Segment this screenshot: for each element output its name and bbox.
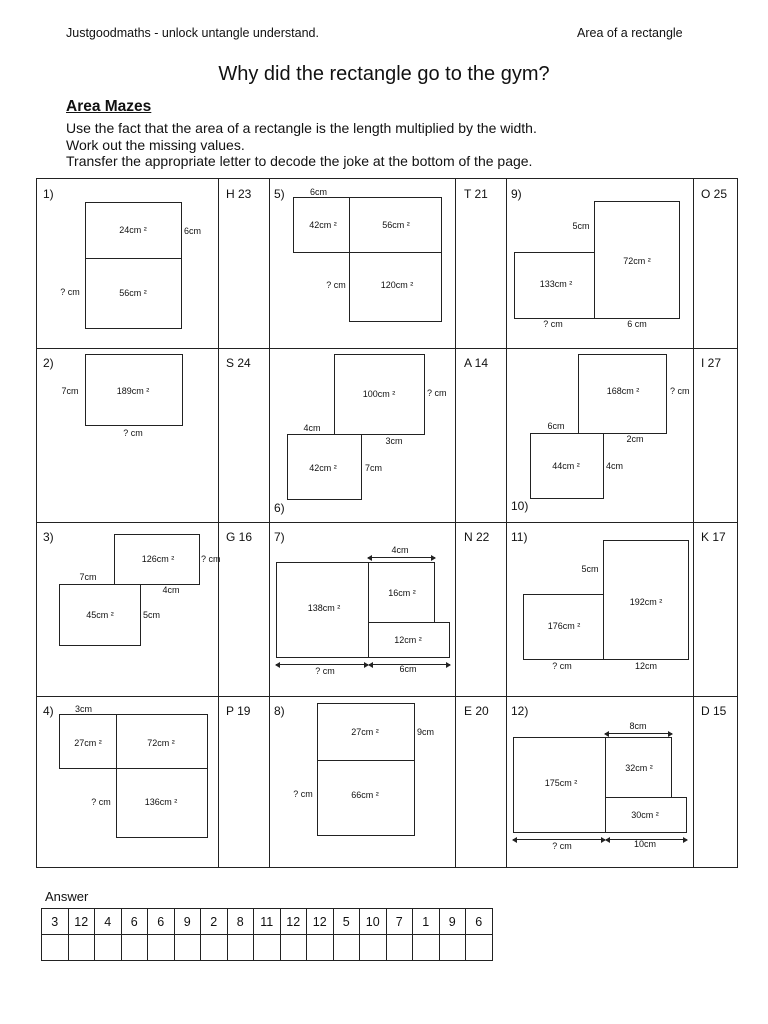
code-letter: A 14 [464,356,489,370]
maze-number: 3) [43,530,54,544]
side-label: 9cm [417,727,435,737]
answer-letter-box[interactable] [386,935,413,961]
side-label: 6 cm [627,319,647,329]
maze-number: 1) [43,187,54,201]
area-label: 12cm ² [394,635,422,645]
area-label: 72cm ² [147,738,175,748]
unknown-label: ? cm [201,554,221,564]
area-label: 136cm ² [144,797,178,807]
side-label: 6cm [399,664,417,674]
side-label: 4cm [303,423,321,433]
side-label: 6cm [310,187,328,197]
header-site: Justgoodmaths - unlock untangle understand. [66,26,319,40]
maze-1 [37,179,218,348]
maze-2 [37,348,218,522]
answer-letter-box[interactable] [466,935,493,961]
instruction-line: Work out the missing values. [66,136,245,153]
code-letter: I 27 [701,356,722,370]
side-label: 8cm [629,721,647,731]
area-label: 120cm ² [380,280,414,290]
answer-number: 9 [439,909,466,935]
answer-letter-box[interactable] [148,935,175,961]
unknown-label: ? cm [552,841,572,851]
answer-letter-box[interactable] [254,935,281,961]
area-label: 189cm ² [116,386,150,396]
maze-4 [37,696,218,869]
unknown-label: ? cm [543,319,563,329]
answer-number: 12 [280,909,307,935]
dimension-arrow [605,733,672,734]
answer-number: 6 [148,909,175,935]
maze-7 [269,522,455,696]
code-letter: D 15 [701,704,727,718]
side-label: 2cm [626,434,644,444]
area-label: 192cm ² [629,597,663,607]
answer-letter-box[interactable] [42,935,69,961]
code-letter: T 21 [464,187,488,201]
page-title: Why did the rectangle go to the gym? [218,63,550,85]
area-label: 24cm ² [119,225,147,235]
side-label: 4cm [391,545,409,555]
answer-letter-box[interactable] [439,935,466,961]
area-label: 16cm ² [388,588,416,598]
maze-10 [506,348,693,522]
side-label: 7cm [61,386,79,396]
code-letter: P 19 [226,704,251,718]
answer-number: 6 [121,909,148,935]
answer-number: 5 [333,909,360,935]
maze-11 [506,522,693,696]
answer-number: 11 [254,909,281,935]
maze-number: 6) [274,501,285,515]
maze-12 [506,696,693,869]
side-label: 7cm [365,463,383,473]
maze-number: 10) [511,499,529,513]
side-label: 5cm [572,221,590,231]
maze-6 [269,348,455,522]
unknown-label: ? cm [315,666,335,676]
area-label: 56cm ² [382,220,410,230]
answer-letter-box[interactable] [333,935,360,961]
dimension-arrow [276,664,368,665]
answer-number: 7 [386,909,413,935]
area-label: 66cm ² [351,790,379,800]
maze-number: 11) [511,530,528,544]
unknown-label: ? cm [326,280,346,290]
unknown-label: ? cm [293,789,313,799]
answer-number-row [42,909,493,935]
maze-number: 2) [43,356,54,370]
maze-5 [269,179,455,348]
area-label: 44cm ² [552,461,580,471]
area-label: 72cm ² [623,256,651,266]
answer-number: 12 [68,909,95,935]
area-label: 56cm ² [119,288,147,298]
code-letter: S 24 [226,356,251,370]
dimension-arrow [513,839,605,840]
answer-letter-box[interactable] [360,935,387,961]
unknown-label: ? cm [427,388,447,398]
area-label: 27cm ² [351,727,379,737]
answer-number: 12 [307,909,334,935]
answer-number: 3 [42,909,69,935]
maze-number: 8) [274,704,285,718]
maze-number: 5) [274,187,285,201]
area-label: 42cm ² [309,220,337,230]
unknown-label: ? cm [60,287,80,297]
side-label: 4cm [606,461,624,471]
side-label: 5cm [143,610,161,620]
area-label: 30cm ² [631,810,659,820]
answer-letter-box[interactable] [227,935,254,961]
maze-number: 4) [43,704,54,718]
answer-label: Answer [45,889,89,904]
code-letter: N 22 [464,530,490,544]
answer-number: 4 [95,909,122,935]
side-label: 4cm [162,585,180,595]
area-label: 126cm ² [141,554,175,564]
unknown-label: ? cm [91,797,111,807]
maze-number: 7) [274,530,285,544]
area-label: 45cm ² [86,610,114,620]
unknown-label: ? cm [552,661,572,671]
answer-number: 6 [466,909,493,935]
answer-table [41,908,493,961]
side-label: 3cm [385,436,403,446]
answer-letter-box[interactable] [121,935,148,961]
code-letter: E 20 [464,704,489,718]
unknown-label: ? cm [123,428,143,438]
side-label: 3cm [75,704,93,714]
side-label: 6cm [184,226,202,236]
maze-9 [506,179,693,348]
answer-number: 1 [413,909,440,935]
dimension-arrow [368,557,435,558]
area-label: 133cm ² [539,279,573,289]
code-letter: O 25 [701,187,728,201]
answer-number: 10 [360,909,387,935]
area-label: 175cm ² [544,778,578,788]
answer-number: 8 [227,909,254,935]
side-label: 10cm [633,839,657,849]
maze-number: 9) [511,187,522,201]
maze-grid [36,178,738,868]
side-label: 6cm [547,421,565,431]
maze-number: 12) [511,704,529,718]
instructions [66,120,537,170]
answer-number: 2 [201,909,228,935]
instruction-line: Transfer the appropriate letter to decode the joke at the bottom of the page. [66,153,533,169]
answer-number: 9 [174,909,201,935]
area-label: 168cm ² [606,386,640,396]
side-label: 7cm [79,572,97,582]
answer-letter-box[interactable] [201,935,228,961]
unknown-label: ? cm [670,386,690,396]
answer-letter-box[interactable] [68,935,95,961]
instruction-line: Use the fact that the area of a rectangle is the length multiplied by the width. [66,120,537,136]
area-label: 27cm ² [74,738,102,748]
side-label: 5cm [581,564,599,574]
answer-letter-box[interactable] [413,935,440,961]
maze-3 [37,522,221,696]
answer-letter-box[interactable] [307,935,334,961]
answer-letter-box[interactable] [280,935,307,961]
answer-letter-box[interactable] [174,935,201,961]
header-topic: Area of a rectangle [577,26,683,40]
area-label: 138cm ² [307,603,341,613]
code-letter: K 17 [701,530,726,544]
area-label: 100cm ² [362,389,396,399]
side-label: 12cm [634,661,658,671]
answer-letter-row [42,935,493,961]
section-title: Area Mazes [66,98,152,115]
answer-letter-box[interactable] [95,935,122,961]
area-label: 32cm ² [625,763,653,773]
area-label: 176cm ² [547,621,581,631]
area-label: 42cm ² [309,463,337,473]
code-letter: G 16 [226,530,253,544]
maze-8 [269,696,455,869]
code-letter: H 23 [226,187,252,201]
